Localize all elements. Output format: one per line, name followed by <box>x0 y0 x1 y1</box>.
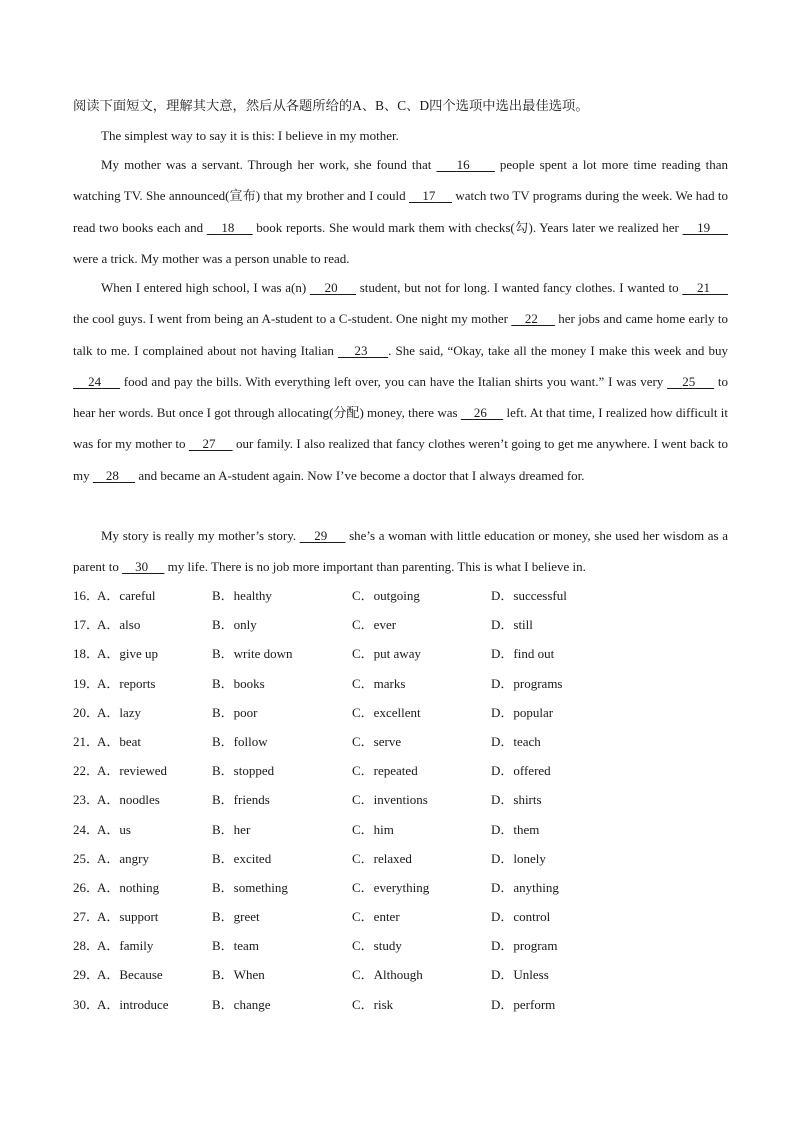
text-segment: to hear her words. But once I got through allocating(分配) money, there was <box>73 373 729 421</box>
text-segment: my life. There is no job more important than parenting. This is what I believe in. <box>164 559 586 575</box>
text-segment: . She said, “Okay, take all the money I make this week and buy <box>388 342 728 358</box>
text-segment: and became an A-student again. Now I’ve become a doctor that I always dreamed for. <box>135 467 585 483</box>
text-segment: food and pay the bills. With everything left over, you can have the Italian shirts you want.” I was very <box>120 373 668 389</box>
option-c[interactable]: C．repeated <box>352 763 418 779</box>
option-a[interactable]: A．careful <box>97 588 156 603</box>
option-a[interactable]: A．introduce <box>97 996 169 1012</box>
question-row <box>73 610 733 639</box>
option-b[interactable]: B．change <box>212 996 271 1012</box>
blank-24: 24 <box>88 373 102 389</box>
text-segment: the cool guys. I went from being an A-student to a C-student. One night my mother <box>73 311 512 327</box>
option-a[interactable]: A．give up <box>97 646 159 662</box>
blank-27: 27 <box>202 436 216 452</box>
blank-25: 25 <box>682 373 696 389</box>
text-segment: were a trick. My mother was a person unable to read. <box>73 250 350 266</box>
option-b[interactable]: B．excited <box>212 850 272 866</box>
option-a[interactable]: A．nothing <box>97 879 160 895</box>
paragraph-2 <box>73 149 728 274</box>
option-b[interactable]: B．her <box>212 821 251 837</box>
option-d[interactable]: D．shirts <box>491 792 542 808</box>
text-segment: student, but not for long. I wanted fancy clothes. I wanted to <box>356 280 683 295</box>
option-d[interactable]: D．control <box>491 909 551 925</box>
question-number: 29． <box>73 967 100 983</box>
option-b[interactable]: B．team <box>212 938 259 954</box>
blank-17: 17 <box>422 188 436 204</box>
text-segment: book reports. She would mark them with checks(勾). Years later we realized her <box>252 219 683 235</box>
option-d[interactable]: D．anything <box>491 879 559 895</box>
option-d[interactable]: D．popular <box>491 704 554 720</box>
option-c[interactable]: C．study <box>352 938 402 954</box>
blank-21: 21 <box>697 280 711 295</box>
blank-20: 20 <box>324 280 338 295</box>
question-row <box>73 785 733 814</box>
option-b[interactable]: B．stopped <box>212 763 275 779</box>
option-b[interactable]: B．greet <box>212 909 260 925</box>
option-b[interactable]: B．healthy <box>212 588 272 603</box>
option-b[interactable]: B．books <box>212 675 265 691</box>
option-d[interactable]: D．programs <box>491 675 563 691</box>
question-number: 18． <box>73 646 100 662</box>
option-b[interactable]: B．only <box>212 617 257 633</box>
option-d[interactable]: D．lonely <box>491 850 546 866</box>
text-segment: My mother was a servant. Through her work, she found that <box>101 157 437 172</box>
question-row <box>73 581 733 610</box>
option-b[interactable]: B．something <box>212 879 288 895</box>
option-a[interactable]: A．us <box>97 821 131 837</box>
paragraph-1: The simplest way to say it is this: I believe in my mother. <box>101 128 399 143</box>
blank-28: 28 <box>105 467 119 483</box>
option-c[interactable]: C．put away <box>352 646 421 662</box>
question-row <box>73 902 733 931</box>
question-row <box>73 639 733 668</box>
blank-26: 26 <box>473 405 487 421</box>
option-a[interactable]: A．reports <box>97 675 156 691</box>
option-a[interactable]: A．lazy <box>97 704 142 720</box>
option-d[interactable]: D．program <box>491 938 558 954</box>
option-c[interactable]: C．outgoing <box>352 588 420 603</box>
text-segment: When I entered high school, I was a(n) <box>101 280 310 295</box>
option-d[interactable]: D．perform <box>491 996 556 1012</box>
option-c[interactable]: C．inventions <box>352 792 428 808</box>
question-row <box>73 727 733 756</box>
option-d[interactable]: D．Unless <box>491 967 549 983</box>
question-row <box>73 931 733 960</box>
option-c[interactable]: C．enter <box>352 909 400 925</box>
option-d[interactable]: D．offered <box>491 763 551 779</box>
option-c[interactable]: C．marks <box>352 675 406 691</box>
question-number: 19． <box>73 675 100 691</box>
question-number: 17． <box>73 617 100 633</box>
question-row <box>73 990 733 1019</box>
option-a[interactable]: A．beat <box>97 733 142 749</box>
question-number: 26． <box>73 879 100 895</box>
option-d[interactable]: D．still <box>491 617 533 633</box>
option-a[interactable]: A．reviewed <box>97 763 168 779</box>
option-a[interactable]: A．Because <box>97 967 163 983</box>
option-d[interactable]: D．teach <box>491 733 541 749</box>
question-number: 16． <box>73 588 100 603</box>
option-c[interactable]: C．ever <box>352 617 397 633</box>
option-a[interactable]: A．noodles <box>97 792 160 808</box>
option-c[interactable]: C．him <box>352 821 394 837</box>
blank-22: 22 <box>524 311 538 327</box>
option-c[interactable]: C．risk <box>352 996 394 1012</box>
question-number: 22． <box>73 763 100 779</box>
blank-19: 19 <box>697 219 711 235</box>
question-number: 25． <box>73 850 100 866</box>
blank-18: 18 <box>221 219 235 235</box>
option-a[interactable]: A．angry <box>97 850 149 866</box>
paragraph-3 <box>73 272 728 491</box>
question-row <box>73 873 733 902</box>
text-segment: left. At that time, I realized how difficult it was for my mother to <box>73 405 729 452</box>
option-c[interactable]: C．serve <box>352 733 402 749</box>
option-c[interactable]: C．relaxed <box>352 850 412 866</box>
text-segment: our family. I also realized that fancy clothes weren’t going to get me anywhere. I went back to my <box>73 436 729 483</box>
blank-16: 16 <box>456 157 470 172</box>
question-row <box>73 698 733 727</box>
text-segment: her jobs and came home early to talk to me. I complained about not having Italian <box>73 311 729 358</box>
paragraph-4 <box>73 520 728 583</box>
question-number: 30． <box>73 996 100 1012</box>
question-number: 28． <box>73 938 100 954</box>
option-d[interactable]: D．successful <box>491 588 567 603</box>
question-row <box>73 960 733 989</box>
option-c[interactable]: C．Although <box>352 967 423 983</box>
option-a[interactable]: A．also <box>97 617 141 633</box>
option-b[interactable]: B．write down <box>212 646 293 662</box>
text-segment: My story is really my mother’s story. <box>101 528 300 543</box>
option-b[interactable]: B．follow <box>212 733 268 749</box>
option-b[interactable]: B．friends <box>212 792 270 808</box>
question-number: 20． <box>73 704 100 720</box>
text-segment: watch two TV programs during the week. We had to read two books each and <box>73 188 729 235</box>
option-d[interactable]: D．find out <box>491 646 555 662</box>
question-number: 21． <box>73 733 100 749</box>
option-b[interactable]: B．When <box>212 967 265 983</box>
option-d[interactable]: D．them <box>491 821 540 837</box>
option-c[interactable]: C．excellent <box>352 704 421 720</box>
option-a[interactable]: A．family <box>97 938 154 954</box>
text-segment: she’s a woman with little education or money, she used her wisdom as a parent to <box>73 528 728 575</box>
question-row <box>73 815 733 844</box>
option-c[interactable]: C．everything <box>352 879 430 895</box>
question-row <box>73 844 733 873</box>
option-a[interactable]: A．support <box>97 909 159 925</box>
blank-30: 30 <box>135 559 149 575</box>
blank-29: 29 <box>314 528 328 543</box>
question-number: 24． <box>73 821 100 837</box>
instruction: 阅读下面短文，理解其大意，然后从各题所给的A、B、C、D四个选项中选出最佳选项。 <box>73 98 589 113</box>
answer-options <box>73 581 733 1019</box>
question-number: 27． <box>73 909 100 925</box>
question-row <box>73 669 733 698</box>
question-number: 23． <box>73 792 100 808</box>
text-segment: people spent a lot more time reading than watching TV. She announced(宣布) that my brother and I could <box>73 157 728 204</box>
question-row <box>73 756 733 785</box>
option-b[interactable]: B．poor <box>212 704 258 720</box>
blank-23: 23 <box>354 342 368 358</box>
